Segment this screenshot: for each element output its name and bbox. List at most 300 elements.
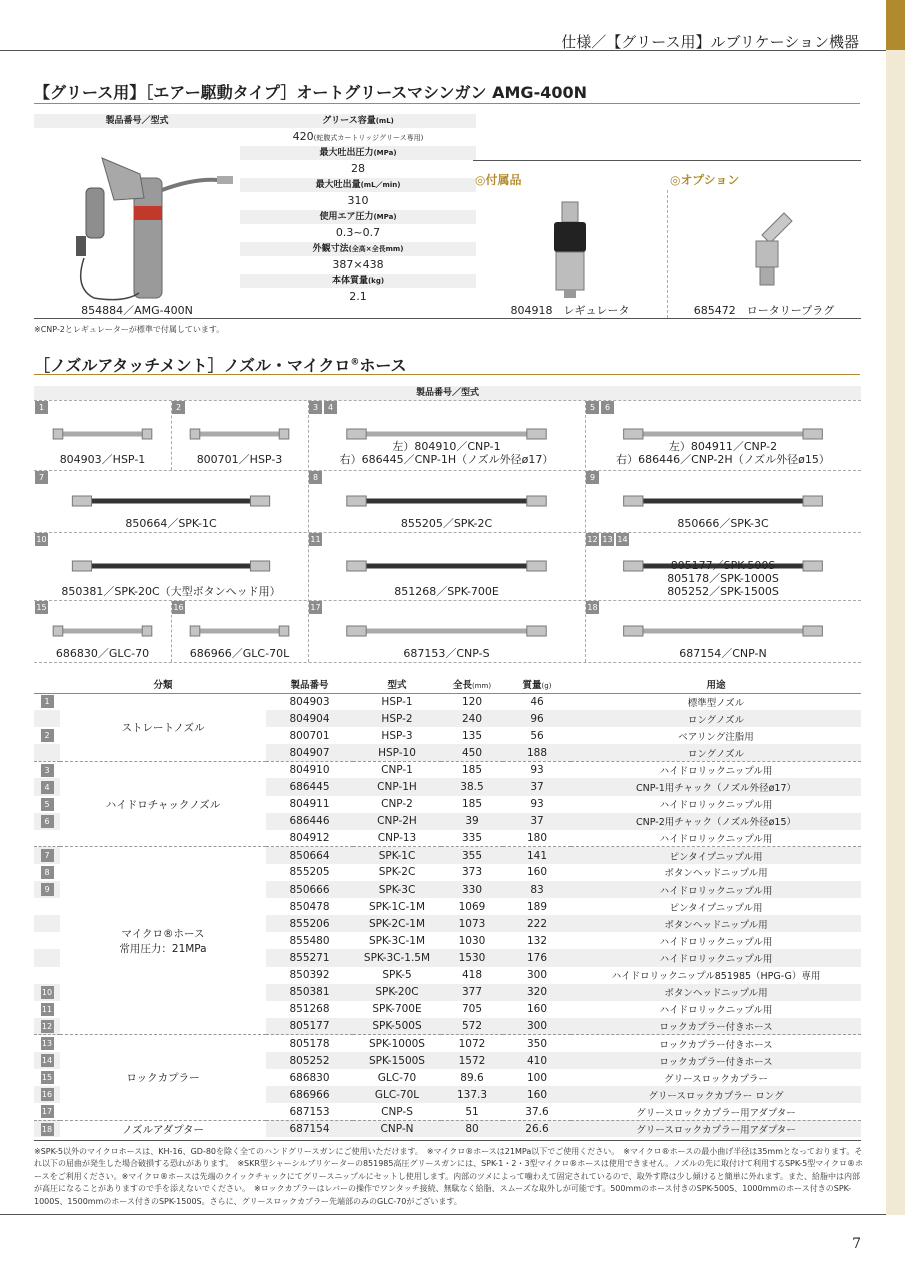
grid-caption-line: 855205／SPK-2C (400, 517, 493, 530)
row-number-badge: 10 (41, 987, 53, 997)
grid-caption-line: 右）686445／CNP-1H（ノズル外径ø17） (339, 453, 554, 466)
row-number-badge: 12 (41, 1021, 53, 1031)
grid-hline (34, 470, 861, 471)
spec-label-text: 外観寸法 (312, 244, 349, 254)
spec-value (240, 192, 476, 210)
cell-len: 450 (441, 744, 503, 761)
row-number-badge: 8 (41, 866, 54, 879)
grid-caption-line: 851268／SPK-700E (394, 585, 499, 598)
grid-caption-line: 805178／SPK-1000S (667, 572, 779, 585)
item-number-badge: 13 (602, 535, 613, 544)
cell-use: CNP-2用チャック（ノズル外径ø15） (571, 813, 861, 830)
cell-len: 185 (441, 761, 503, 778)
grid-caption (308, 517, 585, 530)
cell-len: 120 (461, 695, 483, 708)
spec-label-unit: (MPa) (373, 149, 397, 157)
cell-use: グリースロックカプラー用アダプター (571, 1120, 861, 1137)
item-number-badge: 15 (36, 603, 47, 612)
section1-underline (34, 103, 860, 104)
cell-code: 804903 (289, 695, 330, 708)
cell-code: 686445 (266, 778, 353, 795)
spec-value-note: (蛇腹式カートリッジグリース専用) (313, 134, 424, 142)
row-number (34, 881, 60, 898)
nozzle-image (585, 612, 861, 650)
spec-label (240, 146, 476, 160)
cell-model: HSP-1 (381, 695, 413, 708)
regulator-image (540, 200, 600, 300)
row-number-badge: 9 (41, 883, 54, 896)
section2-underline (34, 374, 860, 375)
grid-caption (308, 585, 585, 598)
page-number: 7 (852, 1236, 861, 1252)
nozzle-image (34, 612, 171, 650)
grid-cell (308, 600, 585, 662)
cell-use: ハイドロリックニップル用 (571, 761, 861, 778)
row-number (34, 796, 60, 813)
spec-value-text: 2.1 (349, 290, 367, 303)
cell-code: 850478 (289, 900, 330, 913)
cell-use: ロックカプラー付きホース (571, 1018, 861, 1035)
row-number (34, 813, 60, 830)
cell-use: ボタンヘッドニップル用 (571, 915, 861, 932)
cell-len: 572 (441, 1018, 503, 1035)
cell-code: 687154 (266, 1120, 353, 1137)
cell-use: ロングノズル (571, 744, 861, 761)
cell-mass: 222 (503, 915, 571, 932)
th-length-unit: (mm) (471, 682, 492, 691)
grid-caption (34, 585, 308, 598)
row-number (34, 1086, 60, 1103)
spec-label (240, 242, 476, 256)
cell-mass: 300 (503, 1018, 571, 1035)
row-number-badge: 6 (41, 815, 54, 828)
spec-value-text: 0.3~0.7 (335, 226, 381, 239)
table-row (34, 693, 861, 710)
th-length-label: 全長 (452, 680, 472, 692)
category-cell (60, 693, 266, 761)
spec-label (240, 210, 476, 224)
grid-vline (171, 400, 172, 470)
item-number-badge: 12 (587, 535, 598, 544)
grid-vline (585, 400, 586, 662)
spec-label-text: 最大吐出量 (315, 180, 361, 190)
item-number-badge: 16 (173, 603, 184, 612)
grid-caption-line: 左）804910／CNP-1 (392, 440, 501, 453)
cell-code: 855271 (266, 949, 353, 966)
th-mass-unit: (g) (541, 682, 552, 691)
cell-use: ハイドロリックニップル用 (659, 936, 773, 948)
row-number (34, 949, 60, 966)
side-tab-bar (886, 50, 905, 1215)
accessory-top-line (473, 160, 861, 161)
cell-code: 805177 (266, 1018, 353, 1035)
spec-label-unit: (mL) (375, 117, 394, 125)
section2-title-tail: ホース (359, 356, 407, 375)
cell-len: 1030 (458, 934, 486, 947)
item-number-badge: 9 (586, 471, 599, 484)
th-length (441, 676, 503, 693)
item-number-badge: 5 (586, 401, 599, 414)
row-number-badge: 2 (41, 729, 54, 742)
cell-mass: 37.6 (525, 1105, 549, 1118)
item-number-badge: 10 (36, 535, 47, 544)
section2-title (34, 353, 407, 376)
cell-use: ピンタイプニップル用 (669, 902, 763, 914)
row-number (34, 710, 60, 727)
cell-model: SPK-2C (378, 866, 416, 879)
grid-vline (308, 400, 309, 662)
cell-mass: 37 (503, 778, 571, 795)
cell-code: 804911 (289, 798, 330, 811)
row-number (34, 830, 60, 847)
grid-caption-line: 右）686446／CNP-2H（ノズル外径ø15） (616, 453, 830, 466)
nozzle-image (171, 412, 308, 456)
grid-cell (171, 600, 308, 662)
cell-code: 686446 (266, 813, 353, 830)
grid-caption (171, 647, 308, 660)
table-row (34, 847, 861, 864)
item-number-badge: 3 (309, 401, 322, 414)
section2-title-sup: ® (350, 357, 360, 368)
th-mass-label: 質量 (522, 680, 542, 692)
row-number (34, 1001, 60, 1018)
th-code: 製品番号 (266, 676, 353, 693)
cell-use: ロングノズル (571, 710, 861, 727)
cell-model: SPK-2C-1M (353, 915, 441, 932)
cell-use: ロックカプラー付きホース (571, 1035, 861, 1052)
cell-model: HSP-2 (353, 710, 441, 727)
grid-cell (585, 532, 861, 600)
cell-model: SPK-3C (353, 881, 441, 898)
accessory-bottom-line (473, 318, 861, 319)
spec-value (240, 160, 476, 178)
cell-code: 687153 (289, 1105, 330, 1118)
cell-use: ハイドロリックニップル用 (571, 881, 861, 898)
rotary-plug-image (740, 205, 800, 295)
cell-model: CNP-13 (377, 832, 417, 845)
grid-cell (34, 470, 308, 532)
cell-len: 1572 (441, 1052, 503, 1069)
row-number-badge: 17 (41, 1107, 53, 1117)
row-number-badge: 4 (41, 781, 54, 794)
category-name: ハイドロチャックノズル (105, 798, 221, 811)
item-number-badge: 8 (309, 471, 322, 484)
grid-caption-line: 687154／CNP-N (679, 647, 767, 660)
cell-mass: 189 (526, 900, 548, 913)
row-number (34, 898, 60, 915)
grid-hline (34, 400, 861, 401)
cell-model: SPK-5 (382, 969, 412, 982)
section1-title: 【グリース用】［エアー駆動タイプ］オートグリースマシンガン AMG-400N (34, 83, 587, 102)
cell-use: グリースロックカプラー ロング (571, 1086, 861, 1103)
cell-mass: 132 (526, 934, 548, 947)
grid-caption-line: 850666／SPK-3C (677, 517, 769, 530)
spec-label-unit: (全高×全長mm) (348, 245, 404, 253)
category-sub: 常用圧力：21MPa (119, 942, 207, 955)
cell-mass: 176 (503, 949, 571, 966)
cell-model: SPK-3C-1M (368, 934, 426, 947)
grid-caption-line: 左）804911／CNP-2 (668, 440, 778, 453)
grid-cell (585, 400, 861, 468)
cell-len: 330 (441, 881, 503, 898)
nozzle-image (308, 544, 585, 588)
item-number-badge: 4 (324, 401, 337, 414)
row-number (34, 1069, 60, 1086)
spec-label-text: グリース容量 (322, 116, 376, 126)
cell-code: 855480 (289, 934, 330, 947)
row-number (34, 967, 60, 984)
cell-len: 377 (441, 984, 503, 1001)
spec-label (240, 114, 476, 128)
row-number (34, 778, 60, 795)
cell-mass: 46 (530, 695, 544, 708)
cell-mass: 300 (526, 969, 548, 982)
grid-caption (171, 453, 308, 466)
cell-model: GLC-70L (353, 1086, 441, 1103)
spec-label (240, 274, 476, 288)
grid-cell (34, 400, 171, 468)
grid-cell (308, 400, 585, 468)
grid-cell (308, 470, 585, 532)
row-number (34, 864, 60, 881)
spec-value (240, 128, 476, 146)
spec-bottom-line (34, 318, 476, 319)
spec-label-unit: (MPa) (373, 213, 397, 221)
cell-mass: 93 (530, 798, 544, 811)
cell-use: ハイドロリックニップル用 (659, 800, 773, 812)
cell-mass: 160 (526, 866, 548, 879)
cell-mass: 141 (503, 847, 571, 864)
footer-divider (0, 1214, 886, 1215)
row-number (34, 1018, 60, 1035)
cell-len: 135 (461, 729, 483, 742)
cell-code: 686830 (289, 1071, 330, 1084)
cell-len: 39 (441, 813, 503, 830)
grid-cell (171, 400, 308, 468)
item-number-badge: 6 (601, 401, 614, 414)
grid-caption-line: 800701／HSP-3 (196, 453, 283, 466)
item-number-badge: 14 (617, 535, 628, 544)
cell-model: CNP-S (381, 1105, 413, 1118)
grid-hline (34, 600, 861, 601)
cell-code: 805178 (266, 1035, 353, 1052)
cell-code: 850392 (289, 969, 330, 982)
cell-mass: 37 (503, 813, 571, 830)
row-number (34, 744, 60, 761)
cell-len: 89.6 (460, 1071, 484, 1084)
cell-model: SPK-1000S (353, 1035, 441, 1052)
page-header-title: 仕様／【グリース用】ルブリケーション機器 (561, 33, 859, 51)
spec-value-text: 420 (292, 130, 314, 143)
cell-use: ハイドロリックニップル851985（HPG-G）専用 (611, 971, 821, 983)
cell-code: 855206 (266, 915, 353, 932)
cell-code: 850664 (266, 847, 353, 864)
cell-len: 137.3 (441, 1086, 503, 1103)
item-number-badge: 17 (310, 603, 321, 612)
row-number-badge: 15 (41, 1073, 53, 1083)
row-number-badge: 11 (41, 1004, 53, 1014)
spec-label-text: 使用エア圧力 (319, 212, 374, 222)
cell-use: ハイドロリックニップル用 (659, 834, 773, 846)
cell-model: HSP-3 (381, 729, 413, 742)
category-name: マイクロ®ホース (121, 927, 205, 940)
cell-len: 240 (441, 710, 503, 727)
nozzle-image (34, 412, 171, 456)
cell-mass: 160 (526, 1003, 548, 1016)
cell-code: 804904 (266, 710, 353, 727)
row-number (34, 915, 60, 932)
cell-mass: 320 (503, 984, 571, 1001)
row-number (34, 984, 60, 1001)
table-bottom-line (34, 1140, 861, 1141)
grid-hline (34, 662, 861, 663)
grid-header: 製品番号／型式 (34, 386, 861, 400)
cell-mass: 26.6 (503, 1120, 571, 1137)
cell-use: ベアリング注脂用 (678, 731, 754, 743)
row-number (34, 693, 60, 710)
cell-model: SPK-1500S (353, 1052, 441, 1069)
nozzle-image (308, 612, 585, 650)
cell-use: 標準型ノズル (687, 697, 745, 709)
grid-caption (308, 647, 585, 660)
category-cell (60, 761, 266, 846)
row-number (34, 1035, 60, 1052)
cell-model: CNP-N (353, 1120, 441, 1137)
grid-caption-line: 805252／SPK-1500S (667, 585, 779, 598)
cell-use: ボタンヘッドニップル用 (571, 984, 861, 1001)
cell-use: グリースロックカプラー用アダプター (636, 1107, 796, 1119)
category-cell (60, 1120, 266, 1137)
cell-len: 355 (441, 847, 503, 864)
table-row (34, 1035, 861, 1052)
item-number-badge: 18 (587, 603, 598, 612)
footnote: ※SPK-5以外のマイクロホースは、KH-16、GD-80を除く全てのハンドグリースガンにご使用いただけます。 ※マイクロ®ホースは21MPa以下でご使用ください。 ※マイクロ®ホースの最小曲げ半径は35mmとなっております。それ以下の屈曲が発生した場合破損する恐れがあります。 ※SKR型シャーシルブリケーターの851985高圧グリースガンには、SPK-1・2・3型マイクロ®ホースは使用できません。ノズルの先に取付けて利用するSPK-5型マイクロ®ホースをご利用ください。※マイクロ®ホースは先端のクイックチャックにてグリースニップルにセットし使用します。内部のツメによって噛わえて固定されているので、取外す際は少し傾けると簡単に外れます。また、給脂中は内部が高圧になることがありますので手を添えないでください。 ※ロックカプラーはレバーの操作でワンタッチ接続、無駄なく給脂、スムーズな取外しが可能です。500mmのホース付きのSPK-500S、1000mmのホース付きのSPK-1000S、1500mmのホース付きのSPK-1500S。さらに、グリースロックカプラー先端部のみのGLC-70がございます。 (34, 1147, 863, 1206)
cell-code: 686966 (266, 1086, 353, 1103)
cell-use: ピンタイプニップル用 (571, 847, 861, 864)
cell-model: CNP-1 (353, 761, 441, 778)
cell-mass: 350 (503, 1035, 571, 1052)
nozzle-image (585, 482, 861, 520)
cell-len: 185 (461, 798, 483, 811)
grid-cell (308, 532, 585, 600)
cell-len: 80 (441, 1120, 503, 1137)
row-number (34, 932, 60, 949)
grid-caption (585, 517, 861, 530)
row-number-badge: 14 (41, 1056, 53, 1066)
cell-use: ボタンヘッドニップル用 (664, 868, 768, 880)
cell-code: 851268 (289, 1003, 330, 1016)
cell-len: 373 (461, 866, 483, 879)
spec-table (34, 676, 861, 1137)
row-number (34, 847, 60, 864)
cell-len: 335 (461, 832, 483, 845)
spec-label-unit: (mL／min) (360, 181, 401, 189)
nozzle-image (171, 612, 308, 650)
cell-use: グリースロックカプラー (664, 1073, 768, 1085)
spec-value (240, 256, 476, 274)
cell-model: SPK-1C-1M (368, 900, 426, 913)
spec-value-text: 28 (351, 162, 365, 175)
product-col-label: 製品番号／型式 (34, 114, 240, 128)
grid-cell (34, 600, 171, 662)
cell-mass: 160 (503, 1086, 571, 1103)
item-number-badge: 2 (172, 401, 185, 414)
table-row (34, 761, 861, 778)
row-number-badge: 18 (41, 1124, 53, 1134)
cell-len: 1530 (441, 949, 503, 966)
grid-cell (34, 532, 308, 600)
row-number-badge: 16 (41, 1090, 53, 1100)
cell-model: SPK-1C (353, 847, 441, 864)
th-num (34, 676, 60, 693)
cell-code: 855205 (289, 866, 330, 879)
cell-mass: 410 (503, 1052, 571, 1069)
cell-model: SPK-700E (372, 1003, 422, 1016)
grid-caption-line: 686830／GLC-70 (55, 647, 150, 660)
cell-use: CNP-1用チャック（ノズル外径ø17） (571, 778, 861, 795)
main-product-caption: 854884／AMG-400N (81, 304, 193, 317)
grid-hline (34, 532, 861, 533)
nozzle-image (308, 482, 585, 520)
category-name: ロックカプラー (126, 1072, 200, 1085)
nozzle-image (34, 482, 308, 520)
cell-mass: 93 (503, 761, 571, 778)
row-number (34, 1120, 60, 1137)
grid-caption-line: 850664／SPK-1C (125, 517, 217, 530)
cell-len: 1073 (441, 915, 503, 932)
row-number (34, 761, 60, 778)
cell-code: 850381 (266, 984, 353, 1001)
row-number-badge: 7 (41, 849, 54, 862)
section2-title-text: ［ノズルアタッチメント］ノズル・マイクロ (34, 356, 351, 375)
section1-note: ※CNP-2とレギュレーターが標準で付属しています。 (34, 325, 225, 334)
category-cell (60, 847, 266, 1035)
category-name: ストレートノズル (121, 721, 205, 734)
row-number-badge: 3 (41, 764, 54, 777)
row-number-badge: 13 (41, 1039, 53, 1049)
spec-label-text: 最大吐出圧力 (319, 148, 374, 158)
table-row (34, 1120, 861, 1137)
grid-cell (585, 470, 861, 532)
cell-len: 51 (465, 1105, 479, 1118)
cell-len: 1072 (441, 1035, 503, 1052)
spec-value (240, 288, 476, 306)
spec-label-text: 本体質量 (331, 276, 368, 286)
cell-model: GLC-70 (377, 1071, 417, 1084)
cell-model: SPK-3C-1.5M (353, 949, 441, 966)
cell-model: CNP-2H (353, 813, 441, 830)
cell-mass: 96 (503, 710, 571, 727)
grid-caption-line: 686966／GLC-70L (189, 647, 290, 660)
row-number (34, 1052, 60, 1069)
row-number (34, 1103, 60, 1120)
spec-label (240, 178, 476, 192)
grid-caption (34, 453, 171, 466)
cell-mass: 83 (503, 881, 571, 898)
header-divider (0, 50, 886, 51)
spec-value-text: 310 (347, 194, 369, 207)
cell-model: CNP-2 (381, 798, 413, 811)
cell-code: 804910 (266, 761, 353, 778)
cell-mass: 188 (503, 744, 571, 761)
item-number-badge: 1 (35, 401, 48, 414)
grid-caption-line: 805177／SPK-500S (670, 559, 776, 572)
spec-label-unit: (kg) (367, 277, 385, 285)
cell-code: 850666 (266, 881, 353, 898)
grid-caption (585, 440, 861, 466)
grid-caption (34, 647, 171, 660)
row-number-badge: 5 (41, 798, 54, 811)
